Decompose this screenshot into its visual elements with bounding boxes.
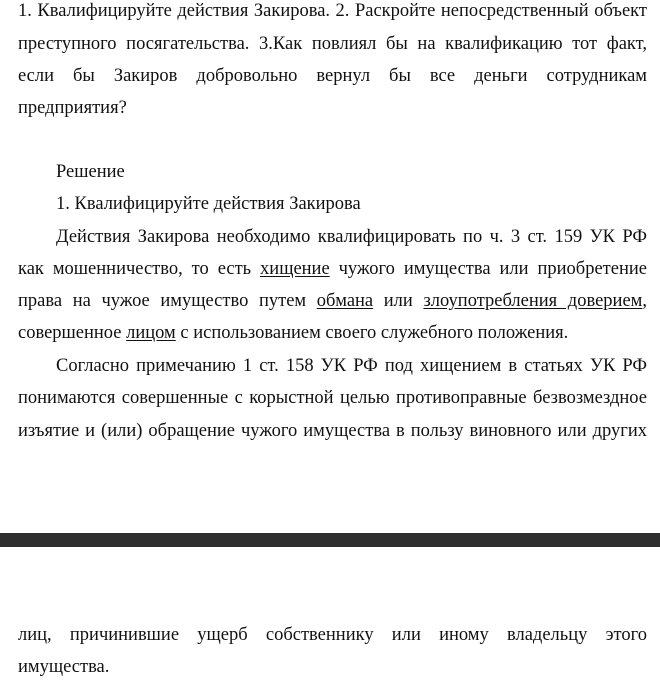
solution-subheading: 1. Квалифицируйте действия Закирова: [56, 194, 361, 214]
paragraph-1-line-3: [18, 290, 647, 312]
paragraph-1-line-4: [18, 322, 647, 344]
paragraph-2-line-1: Согласно примечанию 1 ст. 158 УК РФ под хищением в статьях УК РФ: [56, 356, 647, 376]
paragraph-2-line-3: изъятие и (или) обращение чужого имущества в пользу виновного или других: [18, 421, 647, 441]
paragraph-1-line-1: Действия Закирова необходимо квалифицировать по ч. 3 ст. 159 УК РФ: [56, 227, 647, 247]
page-break-bar: [0, 533, 660, 547]
text-span: или: [373, 291, 424, 311]
term-litso: лицом: [126, 323, 176, 343]
text-span: права на чужое имущество путем: [18, 291, 317, 311]
continuation-line-2: имущества.: [18, 657, 110, 677]
term-obman: обмана: [316, 291, 374, 311]
paragraph-1-line-2: [18, 258, 647, 280]
text-span: чужого имущества или приобретение: [329, 259, 647, 279]
term-khishchenie: хищение: [260, 259, 330, 279]
text-span: с использованием своего служебного положения.: [175, 323, 569, 343]
text-span: как мошенничество, то есть: [18, 259, 261, 279]
question-line-3: если бы Закиров добровольно вернул бы все деньги сотрудникам: [18, 66, 647, 86]
text-span: совершенное: [18, 323, 127, 343]
paragraph-2-line-2: понимаются совершенные с корыстной целью противоправные безвозмездное: [18, 388, 647, 408]
question-line-1: 1. Квалифицируйте действия Закирова. 2. Раскройте непосредственный объект: [18, 1, 647, 21]
question-line-2: преступного посягательства. 3.Как повлиял бы на квалификацию тот факт,: [18, 34, 647, 54]
continuation-line-1: лиц, причинившие ущерб собственнику или иному владельцу этого: [18, 625, 647, 645]
term-zloupotreblenie: злоупотребления доверием: [423, 291, 643, 311]
question-line-4: предприятия?: [18, 98, 127, 118]
solution-heading: Решение: [56, 162, 125, 182]
text-span: ,: [642, 291, 647, 311]
